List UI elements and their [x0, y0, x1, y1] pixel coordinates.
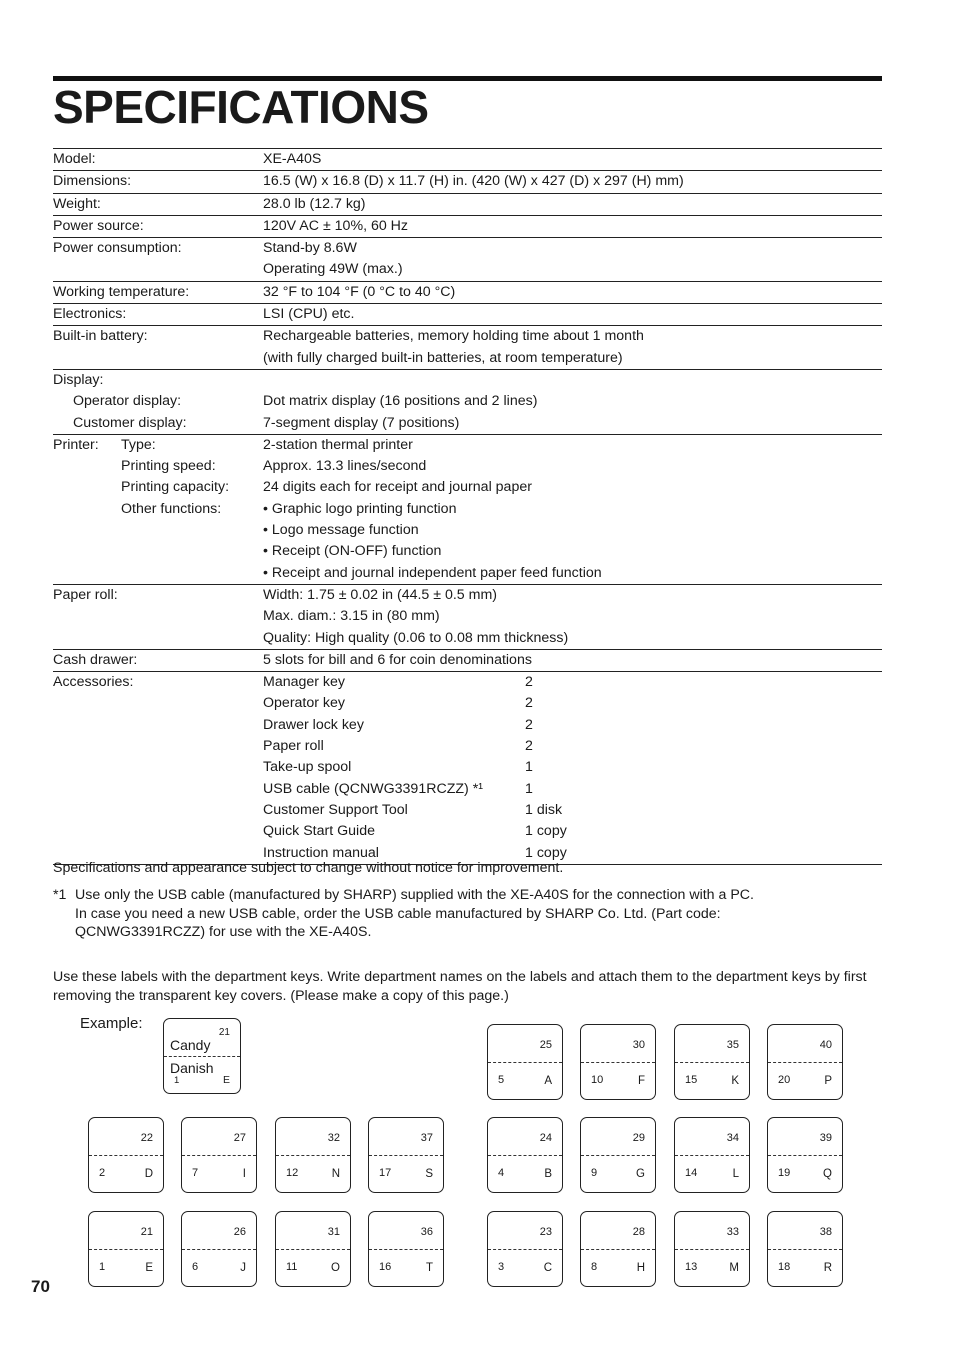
cut-line	[675, 1062, 749, 1063]
spec-value: Take-up spool	[263, 759, 352, 776]
cut-line	[369, 1249, 443, 1250]
spec-value: Rechargeable batteries, memory holding time about 1 month	[263, 328, 644, 345]
key-top-number: 33	[726, 1226, 739, 1238]
spec-line	[53, 693, 882, 714]
spec-line	[53, 370, 882, 391]
page-title: SPECIFICATIONS	[53, 81, 429, 133]
spec-line	[53, 585, 882, 606]
key-bottom-number: 3	[498, 1261, 505, 1273]
spec-line	[53, 563, 882, 584]
key-label	[674, 1024, 750, 1100]
spec-value: LSI (CPU) etc.	[263, 306, 355, 323]
key-bottom-number: 2	[99, 1167, 106, 1179]
spec-value: 120V AC ± 10%, 60 Hz	[263, 217, 409, 234]
spec-line	[53, 282, 882, 303]
footnote-line: In case you need a new USB cable, order the USB cable manufactured by SHARP Co. Ltd. (Part code:	[75, 905, 721, 922]
spec-value: 28.0 lb (12.7 kg)	[263, 195, 366, 212]
spec-line	[53, 606, 882, 627]
spec-label: Power consumption:	[53, 240, 182, 257]
key-bottom-number: 14	[685, 1167, 698, 1179]
spec-value: Instruction manual	[263, 844, 379, 861]
key-top-number: 35	[726, 1039, 739, 1051]
key-top-number: 23	[539, 1226, 552, 1238]
spec-quantity: 1	[525, 759, 533, 776]
spec-line	[53, 304, 882, 325]
key-bottom-letter: K	[731, 1075, 739, 1087]
key-bottom-letter: F	[637, 1075, 645, 1087]
spec-line	[53, 736, 882, 757]
spec-label: Built-in battery:	[53, 328, 148, 345]
spec-line	[53, 326, 882, 347]
cut-line	[488, 1155, 562, 1156]
key-label	[368, 1211, 444, 1287]
key-top-number: 30	[632, 1039, 645, 1051]
spec-row	[53, 237, 882, 281]
key-bottom-number: 6	[192, 1261, 199, 1273]
footnote-line: Use only the USB cable (manufactured by SHARP) supplied with the XE-A40S for the connection with a PC.	[75, 887, 754, 903]
spec-line	[53, 238, 882, 259]
cut-line	[768, 1062, 842, 1063]
spec-sublabel: Customer display:	[73, 414, 187, 431]
cut-line	[89, 1155, 163, 1156]
spec-value: XE-A40S	[263, 151, 322, 167]
example-key-label	[163, 1018, 241, 1094]
spec-label: Power source:	[53, 217, 144, 234]
key-label	[275, 1117, 351, 1193]
footnote-line: QCNWG3391RCZZ) for use with the XE-A40S.	[75, 924, 372, 940]
spec-value: • Receipt and journal independent paper feed function	[263, 564, 602, 581]
spec-quantity: 2	[525, 716, 533, 733]
cut-line	[581, 1155, 655, 1156]
key-bottom-letter: P	[824, 1075, 832, 1087]
key-bottom-letter: R	[823, 1262, 832, 1274]
key-bottom-letter: E	[145, 1262, 153, 1274]
spec-value: Stand-by 8.6W	[263, 240, 357, 257]
spec-line	[53, 821, 882, 842]
spec-quantity: 2	[525, 738, 533, 755]
key-top-number: 39	[819, 1132, 832, 1144]
footnote-mark: *1	[53, 887, 67, 903]
spec-value: • Logo message function	[263, 522, 419, 539]
key-bottom-number: 15	[685, 1074, 698, 1086]
key-top-number: 28	[632, 1226, 645, 1238]
key-top-number: 36	[420, 1226, 433, 1238]
key-label	[767, 1211, 843, 1287]
spec-value: Drawer lock key	[263, 716, 364, 733]
key-top-number: 27	[233, 1132, 246, 1144]
key-label	[368, 1117, 444, 1193]
spec-quantity: 1 copy	[525, 823, 567, 840]
spec-value: 5 slots for bill and 6 for coin denominations	[263, 651, 532, 668]
cut-line	[182, 1249, 256, 1250]
spec-line	[53, 499, 882, 520]
spec-value: Customer Support Tool	[263, 801, 408, 818]
spec-line	[53, 757, 882, 778]
spec-label: Electronics:	[53, 306, 127, 323]
spec-row	[53, 215, 882, 237]
example-bottom-letter: E	[222, 1074, 230, 1086]
key-bottom-number: 10	[591, 1074, 604, 1086]
spec-label: Dimensions:	[53, 173, 132, 190]
spec-row	[53, 649, 882, 671]
cut-line	[768, 1155, 842, 1156]
spec-quantity: 1 disk	[525, 801, 563, 818]
key-label	[580, 1211, 656, 1287]
spec-value: Paper roll	[263, 738, 324, 755]
cut-line	[369, 1155, 443, 1156]
spec-value: Operating 49W (max.)	[263, 261, 403, 278]
key-top-number: 40	[819, 1039, 832, 1051]
key-top-number: 24	[539, 1132, 552, 1144]
key-top-number: 25	[539, 1039, 552, 1051]
spec-row	[53, 434, 882, 584]
spec-value: Quick Start Guide	[263, 823, 375, 840]
key-bottom-letter: O	[331, 1262, 340, 1274]
key-label	[767, 1117, 843, 1193]
spec-sublabel: Type:	[121, 436, 156, 453]
spec-line	[53, 715, 882, 736]
spec-row	[53, 671, 882, 864]
key-bottom-number: 20	[778, 1074, 791, 1086]
cut-line	[581, 1062, 655, 1063]
spec-line	[53, 477, 882, 498]
cut-line	[581, 1249, 655, 1250]
spec-sublabel: Printing speed:	[121, 458, 216, 475]
key-top-number: 22	[140, 1132, 153, 1144]
key-label	[181, 1117, 257, 1193]
key-bottom-letter: T	[425, 1262, 433, 1274]
spec-value: USB cable (QCNWG3391RCZZ) *¹	[263, 780, 483, 797]
key-bottom-number: 16	[379, 1261, 392, 1273]
key-bottom-number: 11	[286, 1261, 298, 1273]
key-top-number: 32	[327, 1132, 340, 1144]
key-bottom-letter: C	[543, 1262, 552, 1274]
key-top-number: 21	[140, 1226, 153, 1238]
spec-line	[53, 194, 882, 215]
spec-row	[53, 584, 882, 649]
key-bottom-number: 8	[591, 1261, 598, 1273]
spec-row	[53, 170, 882, 192]
spec-line	[53, 435, 882, 456]
key-bottom-number: 18	[778, 1261, 791, 1273]
spec-line	[53, 520, 882, 541]
spec-table	[53, 148, 882, 865]
spec-note: Specifications and appearance subject to change without notice for improvement.	[53, 860, 564, 876]
spec-row	[53, 325, 882, 369]
key-top-number: 29	[632, 1132, 645, 1144]
footnote-text	[75, 886, 855, 942]
spec-row	[53, 149, 882, 170]
spec-quantity: 1	[525, 780, 533, 797]
spec-label: Display:	[53, 371, 104, 388]
key-bottom-number: 7	[192, 1167, 199, 1179]
spec-value: Quality: High quality (0.06 to 0.08 mm thickness)	[263, 629, 569, 646]
spec-value: 16.5 (W) x 16.8 (D) x 11.7 (H) in. (420 (W) x 427 (D) x 297 (H) mm)	[263, 173, 684, 190]
spec-line	[53, 171, 882, 192]
spec-line	[53, 779, 882, 800]
key-bottom-letter: N	[331, 1168, 340, 1180]
key-top-number: 26	[233, 1226, 246, 1238]
spec-label: Working temperature:	[53, 283, 190, 300]
key-label	[767, 1024, 843, 1100]
spec-value: Operator key	[263, 695, 346, 712]
cut-line	[675, 1155, 749, 1156]
example-text-line2: Danish	[170, 1060, 214, 1076]
key-bottom-letter: D	[144, 1168, 153, 1180]
cut-line	[164, 1056, 240, 1057]
key-top-number: 37	[420, 1132, 433, 1144]
spec-sublabel: Printing capacity:	[121, 479, 230, 496]
spec-line	[53, 348, 882, 369]
page-number: 70	[31, 1277, 50, 1296]
spec-label: Weight:	[53, 195, 101, 212]
key-bottom-number: 12	[286, 1167, 299, 1179]
spec-value: Max. diam.: 3.15 in (80 mm)	[263, 608, 440, 625]
key-bottom-number: 19	[778, 1167, 791, 1179]
key-top-number: 31	[327, 1226, 340, 1238]
cut-line	[488, 1062, 562, 1063]
key-bottom-number: 17	[379, 1167, 392, 1179]
spec-label: Printer:	[53, 436, 99, 453]
spec-line	[53, 259, 882, 280]
spec-sublabel: Operator display:	[73, 393, 182, 410]
key-bottom-letter: I	[242, 1168, 246, 1180]
key-bottom-number: 9	[591, 1167, 598, 1179]
key-label	[88, 1211, 164, 1287]
spec-label: Cash drawer:	[53, 651, 138, 668]
spec-value: Dot matrix display (16 positions and 2 lines)	[263, 393, 538, 410]
key-label	[88, 1117, 164, 1193]
key-bottom-letter: Q	[823, 1168, 832, 1180]
spec-quantity: 2	[525, 695, 533, 712]
key-bottom-letter: S	[425, 1168, 433, 1180]
spec-value: • Receipt (ON-OFF) function	[263, 543, 442, 560]
key-label	[674, 1211, 750, 1287]
spec-value: 24 digits each for receipt and journal paper	[263, 479, 532, 496]
key-label	[580, 1117, 656, 1193]
key-label	[275, 1211, 351, 1287]
spec-line	[53, 456, 882, 477]
example-label: Example:	[80, 1015, 143, 1032]
key-bottom-letter: G	[636, 1168, 645, 1180]
spec-value: 7-segment display (7 positions)	[263, 414, 460, 431]
key-bottom-letter: J	[240, 1262, 246, 1274]
cut-line	[276, 1249, 350, 1250]
key-bottom-letter: M	[729, 1262, 739, 1274]
key-bottom-letter: H	[636, 1262, 645, 1274]
spec-line	[53, 391, 882, 412]
example-text-line1: Candy	[170, 1037, 211, 1053]
cut-line	[89, 1249, 163, 1250]
spec-row	[53, 369, 882, 434]
spec-label: Paper roll:	[53, 586, 118, 603]
key-label	[487, 1117, 563, 1193]
cut-line	[768, 1249, 842, 1250]
key-bottom-number: 4	[498, 1167, 505, 1179]
spec-quantity: 1 copy	[525, 844, 567, 861]
key-top-number: 34	[726, 1132, 739, 1144]
cut-line	[276, 1155, 350, 1156]
spec-value: 32 °F to 104 °F (0 °C to 40 °C)	[263, 283, 456, 300]
spec-value: 2-station thermal printer	[263, 436, 413, 453]
spec-line	[53, 541, 882, 562]
spec-line	[53, 628, 882, 649]
spec-sublabel: Other functions:	[121, 500, 222, 517]
spec-line	[53, 216, 882, 237]
spec-line	[53, 149, 882, 170]
cut-line	[182, 1155, 256, 1156]
example-top-number: 21	[218, 1027, 230, 1038]
spec-value: (with fully charged built-in batteries, at room temperature)	[263, 349, 623, 366]
spec-line	[53, 672, 882, 693]
spec-label: Model:	[53, 151, 96, 167]
spec-row	[53, 281, 882, 303]
label-instructions: Use these labels with the department keys. Write department names on the labels and attach them to the department keys by first removing the transparent key covers. (Please make a copy of this page.)	[53, 969, 867, 1004]
key-bottom-number: 1	[99, 1261, 106, 1273]
key-bottom-number: 5	[498, 1074, 505, 1086]
spec-line	[53, 800, 882, 821]
spec-quantity: 2	[525, 674, 533, 691]
cut-line	[488, 1249, 562, 1250]
key-label	[580, 1024, 656, 1100]
key-label	[487, 1024, 563, 1100]
cut-line	[675, 1249, 749, 1250]
key-label	[487, 1211, 563, 1287]
spec-value: Manager key	[263, 674, 346, 691]
spec-line	[53, 650, 882, 671]
spec-value: Approx. 13.3 lines/second	[263, 458, 427, 475]
key-top-number: 38	[819, 1226, 832, 1238]
example-bottom-number: 1	[174, 1075, 180, 1086]
spec-row	[53, 193, 882, 215]
key-bottom-letter: A	[544, 1075, 552, 1087]
key-bottom-letter: L	[732, 1168, 739, 1180]
key-bottom-number: 13	[685, 1261, 698, 1273]
key-label	[674, 1117, 750, 1193]
spec-line	[53, 413, 882, 434]
spec-value: • Graphic logo printing function	[263, 500, 457, 517]
key-label	[181, 1211, 257, 1287]
key-bottom-letter: B	[544, 1168, 552, 1180]
spec-row	[53, 303, 882, 325]
spec-value: Width: 1.75 ± 0.02 in (44.5 ± 0.5 mm)	[263, 586, 498, 603]
spec-label: Accessories:	[53, 674, 134, 691]
